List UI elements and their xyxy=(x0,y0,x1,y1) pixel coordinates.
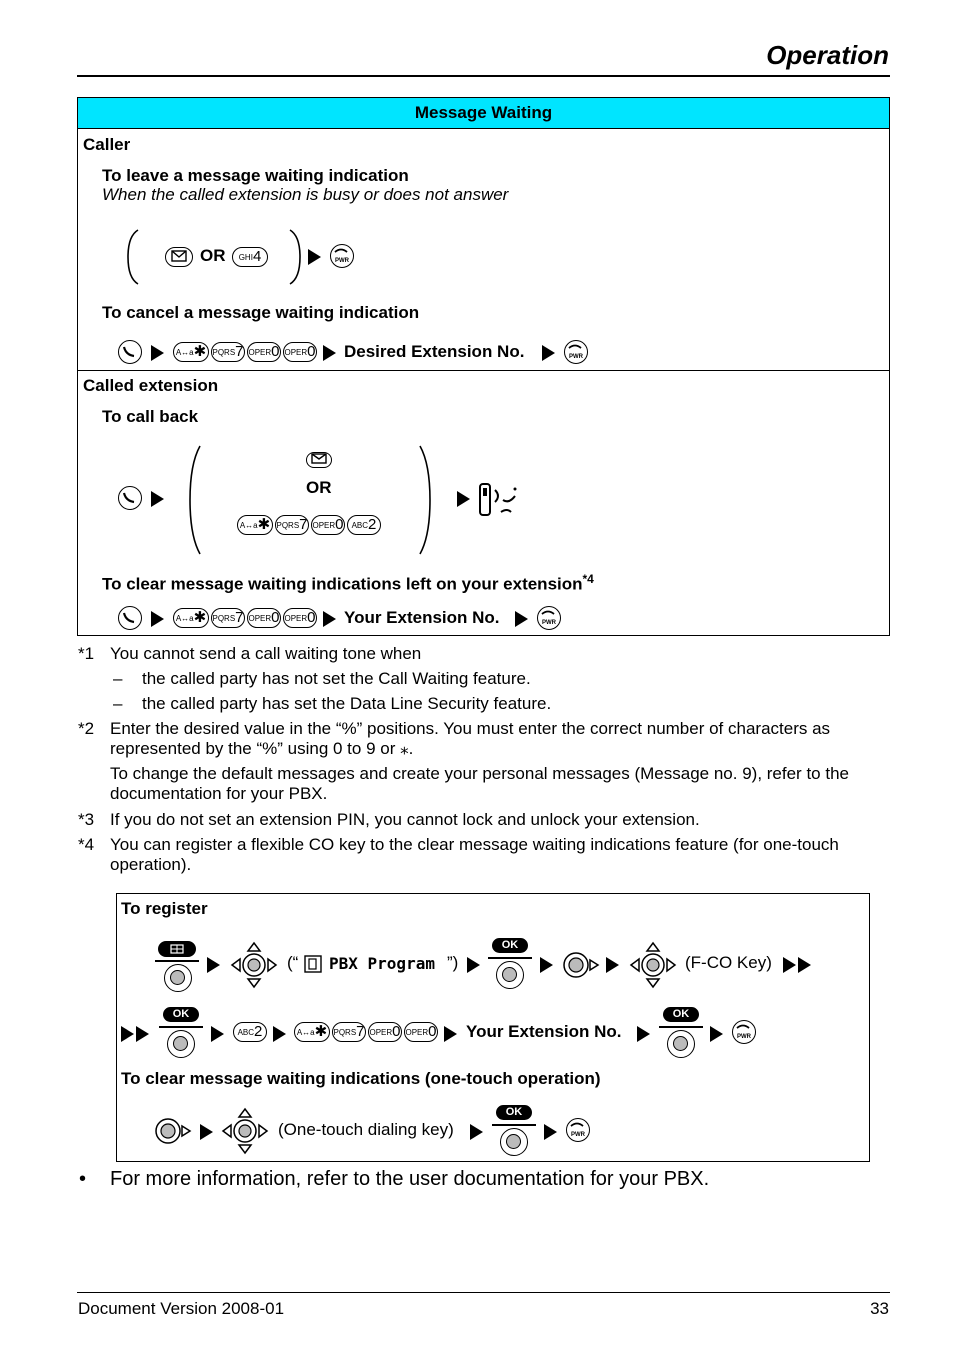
key-letters: ABC xyxy=(237,1028,255,1037)
menu-key-icon xyxy=(158,941,196,957)
arrow-icon xyxy=(207,957,220,973)
arrow-icon xyxy=(151,491,164,507)
key-digit: 7 xyxy=(356,1023,365,1040)
divider-line xyxy=(488,957,532,959)
ok-key-icon: OK xyxy=(163,1007,199,1022)
key-digit: 0 xyxy=(307,343,316,360)
key-0-icon xyxy=(283,608,317,628)
message-key-icon xyxy=(165,247,193,267)
arrow-icon xyxy=(121,1026,134,1042)
register-title: To register xyxy=(121,899,208,918)
handset-talking-icon xyxy=(477,482,521,518)
divider-line xyxy=(159,1026,203,1028)
arrow-icon xyxy=(444,1026,457,1042)
called-heading: Called extension xyxy=(83,376,219,395)
key-digit: 0 xyxy=(271,609,280,626)
key-0-icon xyxy=(247,608,281,628)
key-letters: OPER xyxy=(405,1028,429,1037)
key-letters: A↔a xyxy=(296,1028,315,1037)
navigator-key-icon xyxy=(500,1128,528,1156)
footnote-ref: *4 xyxy=(582,572,594,586)
key-letters: OPER xyxy=(369,1028,393,1037)
document-version: Document Version 2008-01 xyxy=(78,1299,285,1318)
key-digit: 4 xyxy=(252,248,262,265)
divider-line xyxy=(659,1026,703,1028)
footnote-label: *1 xyxy=(78,644,95,663)
footnote-dash: – xyxy=(113,669,123,688)
key-0-icon xyxy=(368,1022,402,1042)
key-letters: OPER xyxy=(248,614,272,623)
footnote-text: Enter the desired value in the “%” positions. You must enter the correct number of characters as represented by the “%” using 0 to 9 or ⁎. xyxy=(110,719,831,758)
svg-text:PWR: PWR xyxy=(737,1034,751,1040)
svg-text:PWR: PWR xyxy=(335,258,349,264)
arrow-icon xyxy=(783,957,796,973)
right-brace-icon xyxy=(288,228,302,286)
bullet-icon: • xyxy=(79,1168,87,1190)
arrow-icon xyxy=(457,491,470,507)
arrow-icon xyxy=(273,1026,286,1042)
key-letters: PQRS xyxy=(212,348,236,357)
footnote-dash: – xyxy=(113,694,123,713)
arrow-icon xyxy=(323,345,336,361)
key-letters: OPER xyxy=(312,521,336,530)
footnote-text: If you do not set an extension PIN, you cannot lock and unlock your extension. xyxy=(110,810,700,829)
star-key-icon: A↔a✱ xyxy=(173,608,209,628)
arrow-icon xyxy=(470,1124,483,1140)
footnote-text: You can register a flexible CO key to the clear message waiting indications feature (for one-touch operation). xyxy=(110,835,839,874)
key-0-icon xyxy=(247,342,281,362)
right-brace-icon xyxy=(418,444,432,556)
navigator-key-icon xyxy=(167,1030,195,1058)
key-0-icon xyxy=(311,515,345,535)
footnote-label: *3 xyxy=(78,810,95,829)
more-info-text: For more information, refer to the user documentation for your PBX. xyxy=(110,1168,710,1190)
section-title: Operation xyxy=(766,40,889,70)
key-letters: OPER xyxy=(248,348,272,357)
talk-icon xyxy=(118,486,142,510)
arrow-icon xyxy=(542,345,555,361)
message-key-icon xyxy=(306,452,332,468)
end-pwr-icon xyxy=(564,340,588,364)
navigator-key-icon xyxy=(164,964,192,992)
arrow-icon xyxy=(544,1124,557,1140)
key-0-icon xyxy=(283,342,317,362)
key-digit: 7 xyxy=(235,609,244,626)
or-label: OR xyxy=(306,478,332,497)
clear-title-text: To clear message waiting indications left on your extension xyxy=(102,574,583,594)
key-digit: 0 xyxy=(271,343,280,360)
key-letters: A↔a xyxy=(239,521,258,530)
end-pwr-icon xyxy=(566,1118,590,1142)
your-extension-label: Your Extension No. xyxy=(466,1022,622,1041)
star-key-icon: A↔a✱ xyxy=(237,515,273,535)
footnote-subitem: the called party has set the Data Line Security feature. xyxy=(142,694,552,713)
pbx-program-open: (“ xyxy=(287,953,299,972)
ok-key-icon: OK xyxy=(663,1007,699,1022)
arrow-icon xyxy=(606,957,619,973)
key-7-icon xyxy=(211,608,245,628)
register-box xyxy=(116,893,870,1162)
arrow-icon xyxy=(540,957,553,973)
svg-text:PWR: PWR xyxy=(569,354,583,360)
key-7-icon xyxy=(211,342,245,362)
key-letters: PQRS xyxy=(276,521,300,530)
key-4-icon xyxy=(232,247,268,267)
key-digit: 2 xyxy=(368,516,377,533)
section-divider xyxy=(78,370,889,371)
key-2-icon xyxy=(347,515,381,535)
navigator-right-icon xyxy=(560,951,600,979)
divider-line xyxy=(155,960,199,962)
fco-key-label: (F-CO Key) xyxy=(685,953,772,972)
arrow-icon xyxy=(136,1026,149,1042)
key-digit: 7 xyxy=(299,516,308,533)
navigator-key-icon xyxy=(667,1030,695,1058)
arrow-icon xyxy=(710,1026,723,1042)
end-pwr-icon xyxy=(537,606,561,630)
pbx-program-label: PBX Program xyxy=(329,954,435,973)
navigator-key-icon xyxy=(496,961,524,989)
navigator-joystick-icon xyxy=(230,941,278,989)
key-letters: PQRS xyxy=(333,1028,357,1037)
footnote-label: *2 xyxy=(78,719,95,738)
page-number: 33 xyxy=(870,1299,889,1318)
footnote-subitem: the called party has not set the Call Waiting feature. xyxy=(142,669,531,688)
key-digit: 0 xyxy=(392,1023,401,1040)
footnote-text: You cannot send a call waiting tone when xyxy=(110,644,422,663)
key-letters: ABC xyxy=(351,521,369,530)
box-title: Message Waiting xyxy=(78,98,889,129)
arrow-icon xyxy=(151,345,164,361)
end-pwr-icon xyxy=(732,1020,756,1044)
desired-extension-label: Desired Extension No. xyxy=(344,342,525,361)
svg-text:PWR: PWR xyxy=(571,1132,585,1138)
navigator-right-icon xyxy=(152,1117,192,1145)
arrow-icon xyxy=(798,957,811,973)
end-pwr-icon xyxy=(330,244,354,268)
left-brace-icon xyxy=(126,228,140,286)
arrow-icon xyxy=(151,611,164,627)
one-touch-label: (One-touch dialing key) xyxy=(278,1120,454,1139)
clear-one-touch-title: To clear message waiting indications (one-touch operation) xyxy=(121,1069,601,1088)
key-0-icon xyxy=(404,1022,438,1042)
arrow-icon xyxy=(308,249,321,265)
ok-key-icon: OK xyxy=(496,1105,532,1120)
navigator-joystick-icon xyxy=(629,941,677,989)
key-digit: 7 xyxy=(235,343,244,360)
arrow-icon xyxy=(211,1026,224,1042)
key-letters: A↔a xyxy=(175,348,194,357)
left-brace-icon xyxy=(188,444,202,556)
leave-subtitle: When the called extension is busy or does not answer xyxy=(102,185,509,204)
navigator-joystick-icon xyxy=(221,1107,269,1155)
key-letters: PQRS xyxy=(212,614,236,623)
footnote-text: To change the default messages and create your personal messages (Message no. 9), refer to the documentation for your PBX. xyxy=(110,764,849,803)
key-letters: OPER xyxy=(284,614,308,623)
arrow-icon xyxy=(467,957,480,973)
arrow-icon xyxy=(323,611,336,627)
key-letters: A↔a xyxy=(175,614,194,623)
footer-rule xyxy=(77,1292,890,1293)
ok-key-icon: OK xyxy=(492,938,528,953)
divider-line xyxy=(492,1124,536,1126)
clear-title xyxy=(102,569,594,595)
caller-heading: Caller xyxy=(83,135,131,154)
or-label: OR xyxy=(200,246,226,265)
star-key-icon: A↔a✱ xyxy=(294,1022,330,1042)
star-key-icon: A↔a✱ xyxy=(173,342,209,362)
key-letters: GHI xyxy=(238,253,253,262)
footnote-label: *4 xyxy=(78,835,95,854)
message-waiting-box xyxy=(77,97,890,636)
key-digit: 0 xyxy=(335,516,344,533)
svg-text:PWR: PWR xyxy=(542,620,556,626)
talk-icon xyxy=(118,340,142,364)
talk-icon xyxy=(118,606,142,630)
pbx-program-icon xyxy=(303,954,323,974)
key-7-icon xyxy=(275,515,309,535)
key-digit: 2 xyxy=(254,1023,263,1040)
key-letters: OPER xyxy=(284,348,308,357)
callback-title: To call back xyxy=(102,407,199,426)
your-extension-label: Your Extension No. xyxy=(344,608,500,627)
key-7-icon xyxy=(332,1022,366,1042)
arrow-icon xyxy=(637,1026,650,1042)
header-rule xyxy=(77,75,890,77)
leave-title: To leave a message waiting indication xyxy=(102,166,409,185)
arrow-icon xyxy=(200,1124,213,1140)
key-2-icon xyxy=(233,1022,267,1042)
key-digit: 0 xyxy=(428,1023,437,1040)
cancel-title: To cancel a message waiting indication xyxy=(102,303,420,322)
key-digit: 0 xyxy=(307,609,316,626)
arrow-icon xyxy=(515,611,528,627)
pbx-program-close: ”) xyxy=(447,953,459,972)
